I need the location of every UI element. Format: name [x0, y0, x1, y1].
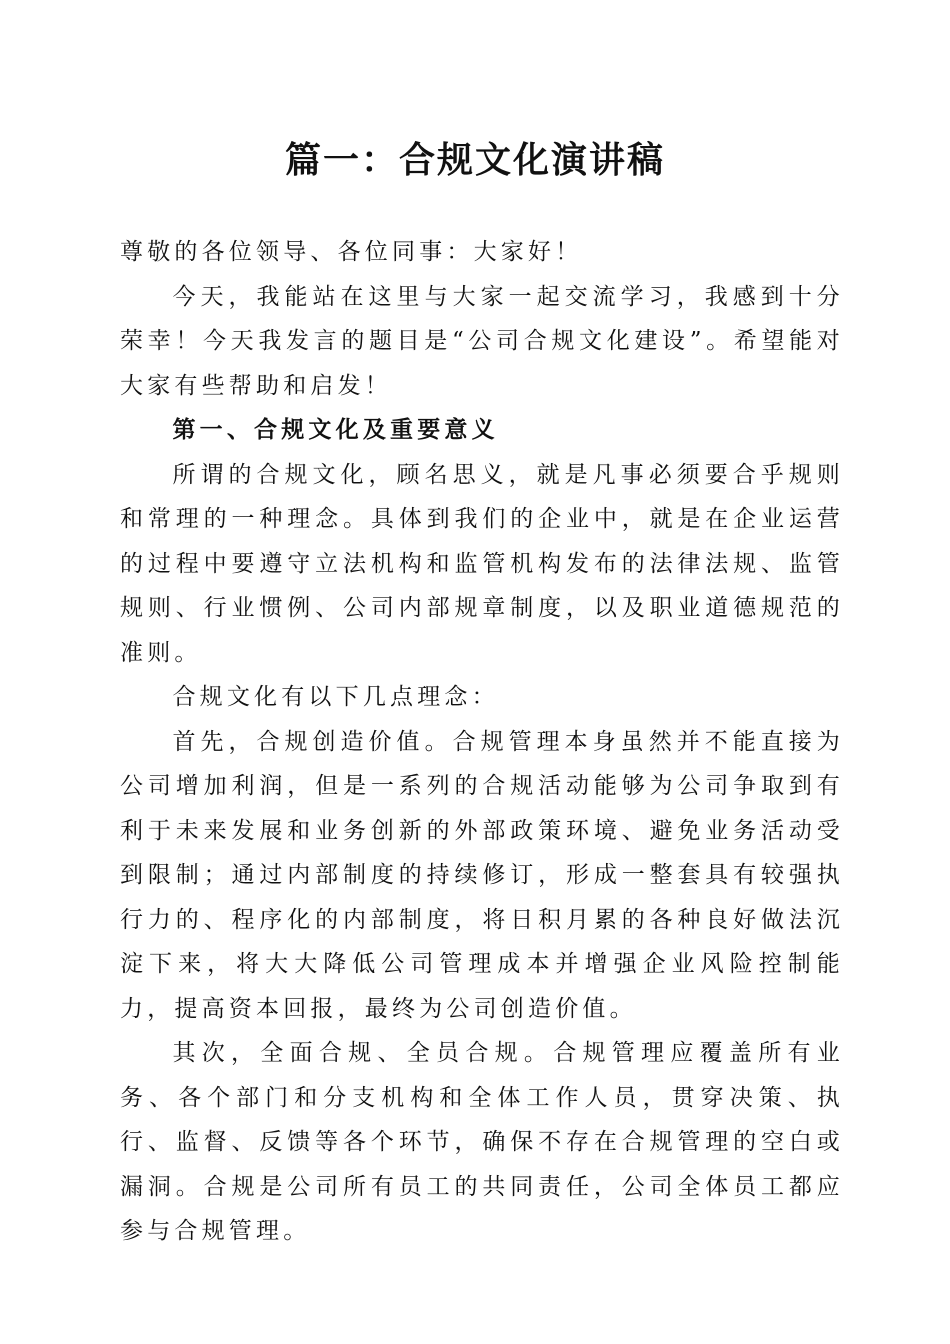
first-concept-paragraph: 首先，合规创造价值。合规管理本身虽然并不能直接为公司增加利润，但是一系列的合规活动能够为公司争取到有利于未来发展和业务创新的外部政策环境、避免业务活动受到限制；通过内部制度的持续修订，形成一整套具有较强执行力的、程序化的内部制度，将日积月累的各种良好做法沉淀下来，将大大降低公司管理成本并增强企业风险控制能力，提高资本回报，最终为公司创造价值。 — [120, 728, 844, 1022]
salutation: 尊敬的各位领导、各位同事：大家好！ — [120, 239, 583, 265]
concepts-intro-paragraph: 合规文化有以下几点理念： — [172, 684, 499, 710]
second-concept-paragraph: 其次，全面合规、全员合规。合规管理应覆盖所有业务、各个部门和分支机构和全体工作人员，贯穿决策、执行、监督、反馈等各个环节，确保不存在合规管理的空白或漏洞。合规是公司所有员工的共同责任，公司全体员工都应参与合规管理。 — [120, 1040, 844, 1244]
document-body — [120, 230, 844, 1254]
section-heading: 第一、合规文化及重要意义 — [172, 416, 499, 443]
opening-paragraph: 今天，我能站在这里与大家一起交流学习，我感到十分荣幸！今天我发言的题目是“公司合规文化建设”。希望能对大家有些帮助和启发！ — [120, 283, 844, 399]
definition-paragraph: 所谓的合规文化，顾名思义，就是凡事必须要合乎规则和常理的一种理念。具体到我们的企业中，就是在企业运营的过程中要遵守立法机构和监管机构发布的法律法规、监管规则、行业惯例、公司内部规章制度，以及职业道德规范的准则。 — [120, 461, 844, 666]
document-title: 篇一：合规文化演讲稿 — [284, 139, 665, 181]
